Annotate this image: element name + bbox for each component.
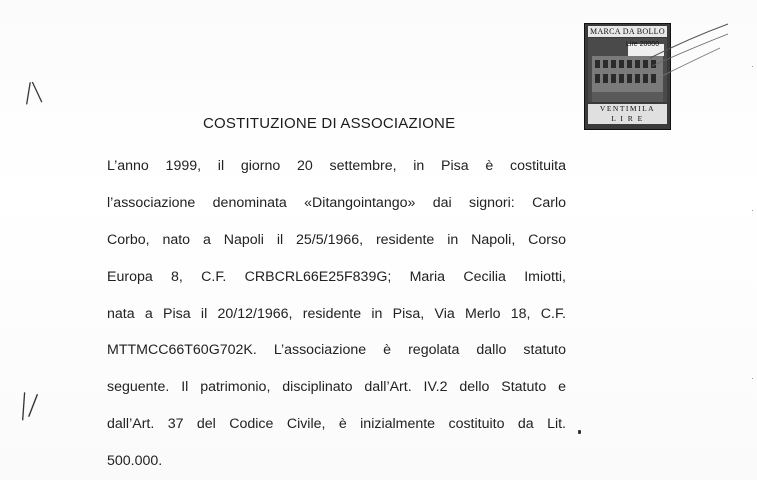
body-line: seguente. Il patrimonio, disciplinato dall’Art. IV.2 dello Statuto e (107, 379, 566, 396)
ink-speck (578, 430, 581, 434)
margin-speck (752, 66, 753, 67)
stamp-footer: VENTIMILA L I R E (588, 104, 667, 124)
handwritten-mark-bottom: |/ (17, 387, 40, 422)
stamp-cancellation-lines (580, 18, 730, 118)
body-line: nata a Pisa il 20/12/1966, residente in Pisa, Via Merlo 18, C.F. (107, 305, 566, 322)
handwritten-mark-top: /\ (21, 76, 44, 110)
document-title: COSTITUZIONE DI ASSOCIAZIONE (203, 115, 456, 132)
body-line: Corbo, nato a Napoli il 25/5/1966, residente in Napoli, Corso (107, 231, 566, 248)
document-body (107, 148, 566, 480)
margin-speck (752, 378, 753, 379)
body-line: 500.000. (107, 453, 163, 470)
body-line: L’anno 1999, il giorno 20 settembre, in Pisa è costituita (107, 158, 566, 174)
body-line: MTTMCC66T60G702K. L’associazione è regolata dallo statuto (107, 342, 566, 359)
stamp-value: Lire 20000 (626, 41, 660, 48)
stamp-header: MARCA DA BOLLO (588, 26, 667, 37)
margin-speck (752, 210, 753, 211)
body-line: Europa 8, C.F. CRBCRL66E25F839G; Maria Cecilia Imiotti, (107, 268, 566, 285)
body-line: l’associazione denominata «Ditangointango» dai signori: Carlo (107, 194, 566, 211)
body-line: dall’Art. 37 del Codice Civile, è inizialmente costituito da Lit. (107, 416, 566, 433)
